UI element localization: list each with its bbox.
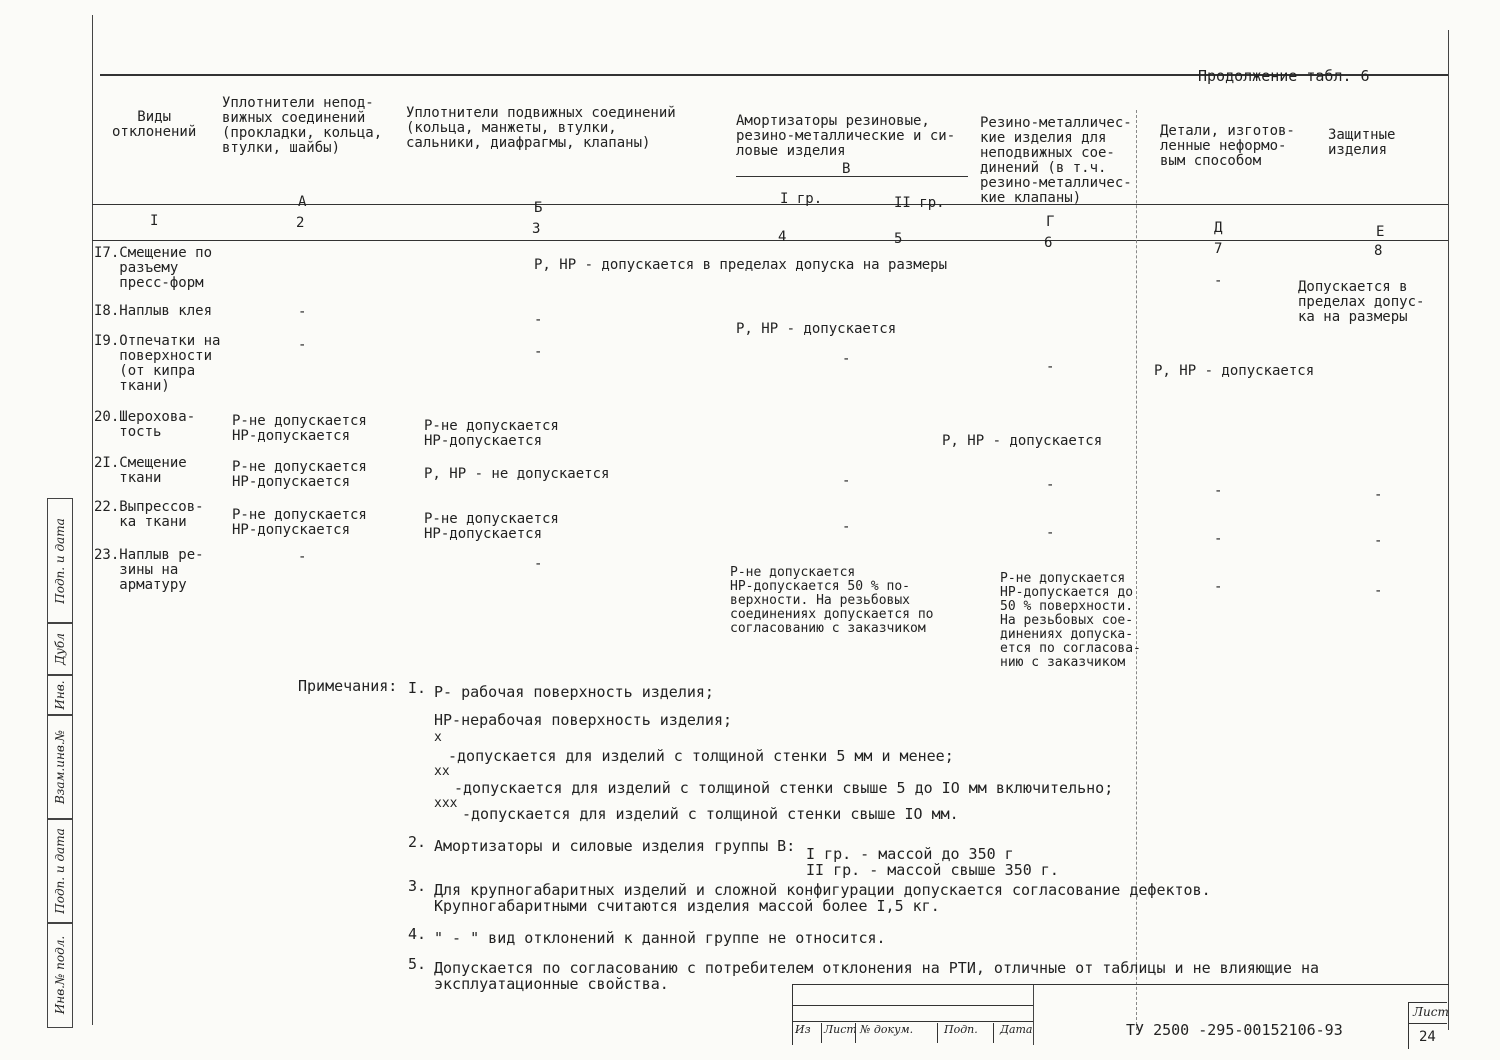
note-1-number: I. bbox=[408, 679, 427, 697]
group-v-sub-2: II гр. bbox=[894, 195, 945, 211]
col-header-nonmolded: Детали, изготов- ленные неформо- вым способом bbox=[1160, 123, 1295, 169]
row-19-name: I9.Отпечатки на поверхности (от кипра ткани) bbox=[94, 333, 221, 394]
side-label-sign-date-2: Подп. и дата bbox=[47, 818, 73, 924]
row-19-c6: - bbox=[1046, 359, 1055, 375]
row-22-c3: Р-не допускается НР-допускается bbox=[424, 511, 559, 542]
row-17-name: I7.Смещение по разъему пресс-форм bbox=[94, 245, 213, 291]
row-20-name: 20.Шерохова- тость bbox=[94, 409, 196, 440]
side-label-dubl: Дубл bbox=[47, 622, 73, 676]
note-1c: -допускается для изделий с толщиной стенки 5 мм и менее; bbox=[448, 747, 954, 765]
table-header-rule bbox=[92, 204, 1448, 205]
row-17-span: Р, НР - допускается в пределах допуска на размеры bbox=[534, 257, 948, 273]
row-19-span: Р, НР - допускается bbox=[1154, 363, 1315, 379]
col-number-2: 2 bbox=[296, 215, 305, 231]
row-21-c7: - bbox=[1214, 483, 1223, 499]
note-3-number: 3. bbox=[408, 877, 427, 895]
col-number-1: I bbox=[150, 213, 159, 229]
row-22-c6: - bbox=[1046, 525, 1055, 541]
row-22-c5: - bbox=[842, 519, 851, 535]
note-1e: -допускается для изделий с толщиной стенки свыше IO мм. bbox=[462, 805, 959, 823]
note-5: Допускается по согласованию с потребителем отклонения на РТИ, отличные от таблицы и не влияющие на эксплуатационные свойства. bbox=[434, 959, 1320, 993]
col-number-3: 3 bbox=[532, 221, 541, 237]
row-21-c8: - bbox=[1374, 487, 1383, 503]
stamp-cell-signature: Подп. bbox=[937, 1023, 998, 1043]
notes-title: Примечания: bbox=[298, 677, 398, 695]
side-label-inv: Инв. bbox=[47, 674, 73, 716]
note-1d: -допускается для изделий с толщиной стенки свыше 5 до IO мм включительно; bbox=[454, 779, 1114, 797]
sheet-box bbox=[1408, 1002, 1447, 1049]
note-2-number: 2. bbox=[408, 833, 427, 851]
row-23-c3: - bbox=[534, 556, 543, 572]
row-20-span: Р, НР - допускается bbox=[942, 433, 1103, 449]
row-22-c8: - bbox=[1374, 533, 1383, 549]
stamp-cell-iz: Из bbox=[795, 1023, 811, 1036]
group-a: А bbox=[298, 194, 307, 210]
group-e: Е bbox=[1376, 224, 1385, 240]
note-1c-mark: х bbox=[434, 730, 442, 745]
row-18-c3: - bbox=[534, 312, 543, 328]
note-1b: НР-нерабочая поверхность изделия; bbox=[434, 711, 733, 729]
side-label-original-inv: Инв.№ подл. bbox=[47, 922, 73, 1028]
row-21-c3: Р, НР - не допускается bbox=[424, 466, 610, 482]
row-20-c3: Р-не допускается НР-допускается bbox=[424, 418, 559, 449]
group-b: Б bbox=[534, 200, 543, 216]
col-header-shock-absorbers: Амортизаторы резиновые, резино-металлические и си- ловые изделия bbox=[736, 113, 956, 159]
col-number-6: 6 bbox=[1044, 235, 1053, 251]
row-21-name: 2I.Смещение ткани bbox=[94, 455, 187, 486]
sheet-label: Лист bbox=[1413, 1005, 1449, 1019]
col-number-5: 5 bbox=[894, 231, 903, 247]
note-2: Амортизаторы и силовые изделия группы В: bbox=[434, 837, 796, 855]
row-19-c5: - bbox=[842, 351, 851, 367]
row-19-c3: - bbox=[534, 344, 543, 360]
row-22-name: 22.Выпрессов- ка ткани bbox=[94, 499, 204, 530]
sheet-number: 24 bbox=[1419, 1029, 1436, 1045]
note-1a: Р- рабочая поверхность изделия; bbox=[434, 683, 714, 701]
group-v-label: В bbox=[842, 161, 851, 177]
col-number-8: 8 bbox=[1374, 243, 1383, 259]
side-label-replace-inv: Взам.инв.№ bbox=[47, 714, 73, 820]
row-21-c5: - bbox=[842, 473, 851, 489]
col-number-7: 7 bbox=[1214, 241, 1223, 257]
col-header-deviations: Виды отклонений bbox=[112, 109, 197, 140]
table-numbers-rule bbox=[92, 240, 1448, 241]
row-18-span: Р, НР - допускается bbox=[736, 321, 897, 337]
group-g: Г bbox=[1046, 214, 1055, 230]
stamp-cell-date: Дата bbox=[993, 1023, 1040, 1043]
left-frame-line bbox=[92, 15, 93, 1025]
row-17-c7: - bbox=[1214, 273, 1223, 289]
stamp-cell-list: Лист bbox=[821, 1023, 856, 1043]
continuation-label: Продолжение табл. 6 bbox=[1198, 67, 1370, 85]
note-2a: I гр. - массой до 350 г bbox=[806, 845, 1014, 863]
row-23-c8: - bbox=[1374, 583, 1383, 599]
note-2b: II гр. - массой свыше 350 г. bbox=[806, 861, 1059, 879]
row-18-name: I8.Наплыв клея bbox=[94, 303, 213, 319]
stamp-cell-doc-number: № докум. bbox=[855, 1023, 938, 1043]
row-23-c6: Р-не допускается НР-допускается до 50 % поверхности. На резьбовых сое- динениях допуска- ется по согласова- нию с заказчиком bbox=[1000, 571, 1141, 670]
row-21-c2: Р-не допускается НР-допускается bbox=[232, 459, 367, 490]
row-23-c7: - bbox=[1214, 579, 1223, 595]
note-5-number: 5. bbox=[408, 955, 427, 973]
col-header-dynamic-seals: Уплотнители подвижных соединений (кольца, манжеты, втулки, сальники, диафрагмы, клапаны) bbox=[406, 105, 676, 151]
row-19-c2: - bbox=[298, 337, 307, 353]
note-4: " - " вид отклонений к данной группе не относится. bbox=[434, 929, 886, 947]
group-v-rule bbox=[736, 176, 968, 177]
row-23-c4: Р-не допускается НР-допускается 50 % по- верхности. На резьбовых соединениях допускается по согласованию с заказчиком bbox=[730, 565, 934, 636]
note-4-number: 4. bbox=[408, 925, 427, 943]
note-1e-mark: ххх bbox=[434, 796, 458, 811]
row-22-c2: Р-не допускается НР-допускается bbox=[232, 507, 367, 538]
row-23-name: 23.Наплыв ре- зины на арматуру bbox=[94, 547, 204, 593]
row-21-c6: - bbox=[1046, 477, 1055, 493]
row-18-c2: - bbox=[298, 304, 307, 320]
title-block bbox=[792, 984, 1449, 1045]
col-header-static-seals: Уплотнители непод- вижных соединений (прокладки, кольца, втулки, шайбы) bbox=[222, 95, 383, 156]
row-23-c2: - bbox=[298, 549, 307, 565]
col-header-protective: Защитные изделия bbox=[1328, 127, 1396, 158]
right-frame-line bbox=[1448, 30, 1449, 1030]
side-label-sign-date-1: Подп. и дата bbox=[47, 498, 73, 624]
row-20-c2: Р-не допускается НР-допускается bbox=[232, 413, 367, 444]
col-header-rubber-metal: Резино-металличес- кие изделия для неподвижных сое- динений (в т.ч. резино-металличес- кие клапаны) bbox=[980, 115, 1132, 206]
group-d: Д bbox=[1214, 220, 1223, 236]
group-v-sub-1: I гр. bbox=[780, 191, 823, 207]
document-code: ТУ 2500 -295-00152106-93 bbox=[1126, 1021, 1343, 1039]
row-22-c7: - bbox=[1214, 531, 1223, 547]
note-1d-mark: хх bbox=[434, 764, 450, 779]
row-17-c8: Допускается в пределах допус- ка на размеры bbox=[1298, 279, 1425, 325]
note-3: Для крупногабаритных изделий и сложной конфигурации допускается согласование дефектов. Крупногабаритными считаются изделия массой более I,5 кг. bbox=[434, 881, 1211, 915]
col-number-4: 4 bbox=[778, 229, 787, 245]
